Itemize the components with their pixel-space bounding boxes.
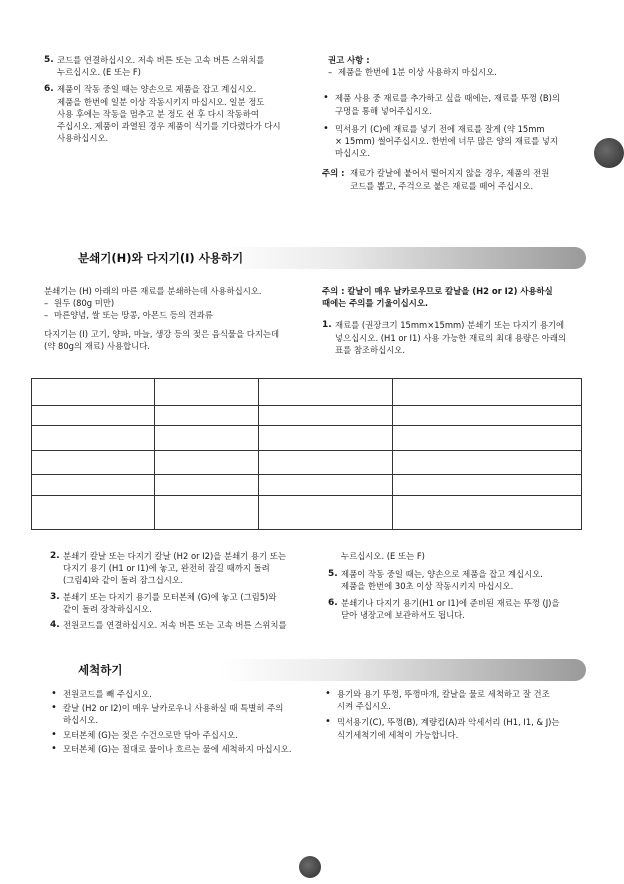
- table-row: [32, 379, 582, 406]
- table-cell: [259, 451, 393, 475]
- step-line: 같이 돌려 장착하십시오.: [63, 603, 152, 614]
- tip-bullet: [322, 123, 588, 160]
- step-line: 전원코드를 연결하십시오. 저속 버튼 또는 고속 버튼 스위치를: [63, 620, 287, 631]
- top-right-column: [322, 54, 588, 192]
- section-title-grinder: 분쇄기(H)와 다지기(I) 사용하기: [78, 251, 244, 265]
- table-cell: [259, 406, 393, 426]
- caution-label: 주의 :: [322, 168, 345, 179]
- blade-caution-line: 주의 : 칼날이 매우 날카로우므로 칼날을 (H2 or I2) 사용하실: [322, 286, 553, 296]
- table-cell: [393, 475, 582, 496]
- table-cell: [32, 426, 155, 451]
- section1-steps-left: [50, 550, 318, 631]
- caution-line: 코드를 뽑고, 주걱으로 붙은 재료를 떼어 주십시오.: [350, 180, 534, 191]
- step-line: 사용 후에는 작동을 멈추고 분 정도 쉰 후 다시 작동하여: [57, 108, 259, 119]
- table-cell: [393, 379, 582, 406]
- grinder-intro: 분쇄기는 (H) 아래의 마른 재료를 분쇄하는데 사용하십시오.: [44, 286, 262, 296]
- page-number-marker: [299, 856, 321, 878]
- grinder-item: – 원두 (80g 미만): [44, 297, 316, 309]
- table-cell: [155, 475, 259, 496]
- table-cell: [259, 379, 393, 406]
- step-number: 3.: [50, 591, 60, 602]
- section-title-cleaning: 세척하기: [78, 663, 123, 677]
- step-number: 6.: [44, 84, 54, 95]
- step-5: [44, 54, 316, 78]
- table-cell: [393, 496, 582, 530]
- step-line: 제품이 작동 중일 때는 양손으로 제품을 잡고 계십시오.: [57, 84, 257, 95]
- tip-line: • 믹서용기 (C)에 재료를 넣기 전에 재료를 잘게 (약 15mm: [335, 123, 545, 134]
- cleaning-bullet: [50, 702, 318, 726]
- recommend-title: 권고 사항 :: [328, 55, 370, 65]
- table-row: [32, 475, 582, 496]
- step-line: 제품을 한번에 일분 이상 작동시키지 마십시오. 일분 정도: [57, 96, 265, 107]
- step-5: [328, 568, 590, 592]
- cleaning-bullet: [50, 729, 318, 741]
- caution-note: [322, 167, 588, 191]
- blade-caution-line: 때에는 주의를 기울이십시오.: [322, 298, 429, 309]
- cleaning-line: • 믹서용기(C), 뚜껑(B), 계량컵(A)과 악세서리 (H1, I1, & J)는: [337, 717, 560, 728]
- chopper-para-line: (약 80g의 재료) 사용합니다.: [44, 340, 150, 351]
- step-line: 분쇄기나 다지기 용기(H1 or I1)에 준비된 재료는 뚜껑 (J)을: [341, 597, 560, 608]
- table-row: [32, 496, 582, 530]
- table-cell: [32, 406, 155, 426]
- step-line: 누르십시오. (E 또는 F): [57, 67, 141, 78]
- section-header-bar: [48, 659, 586, 681]
- step-6: [328, 597, 590, 621]
- cleaning-bullet: [50, 688, 318, 700]
- cleaning-line: 하십시오.: [63, 715, 99, 726]
- step-line: 분쇄기 또는 다지기 용기를 모터본체 (G)에 놓고 (그림5)와: [63, 591, 277, 602]
- cleaning-line: • 모터본체 (G)는 절대로 물이나 흐르는 물에 세척하지 마십시오.: [63, 743, 292, 754]
- tip-line: 구멍을 통해 넣어주십시오.: [335, 105, 432, 116]
- caution-line: 재료가 칼날에 붙어서 떨어지지 않을 경우, 제품의 전원: [350, 168, 550, 179]
- tip-bullet: [322, 92, 588, 116]
- table-cell: [393, 426, 582, 451]
- table-cell: [155, 426, 259, 451]
- cleaning-line: • 용기와 용기 뚜껑, 뚜껑마개, 칼날을 물로 세척하고 잘 건조: [337, 689, 550, 699]
- capacity-table: [31, 378, 582, 530]
- chopper-para-line: 다지기는 (I) 고기, 양파, 마늘, 생강 등의 젖은 음식물을 다지는데: [44, 328, 280, 339]
- section-tab-marker: [594, 138, 624, 168]
- section1-steps-right: [328, 550, 590, 621]
- grinder-item: – 마른양념, 쌀 또는 땅콩, 아몬드 등의 견과류: [44, 309, 316, 321]
- step-3: [50, 591, 318, 615]
- tip-line: × 15mm) 썰어주십시오. 한번에 너무 많은 양의 재료를 넣지: [335, 136, 559, 147]
- step-number: 6.: [328, 597, 338, 608]
- recommend-item: – 제품을 한번에 1분 이상 사용하지 마십시오.: [328, 66, 588, 78]
- step-line: 다지기 용기 (H1 or I1)에 놓고, 완전히 잠길 때까지 돌려: [63, 563, 270, 574]
- section1-right-column: [322, 285, 588, 356]
- step-number: 2.: [50, 551, 60, 561]
- section1-left-column: [44, 285, 316, 352]
- step-1: [322, 319, 588, 356]
- table-cell: [155, 496, 259, 530]
- cleaning-bullet: [324, 716, 588, 740]
- step-line: 재료를 (권장크기 15mm×15mm) 분쇄기 또는 다지기 용기에: [335, 320, 565, 331]
- top-left-column: [44, 54, 316, 144]
- step-6: [44, 83, 316, 144]
- cleaning-bullet: [50, 743, 318, 755]
- section2-left-column: [50, 688, 318, 755]
- step-line: 코드를 연결하십시오. 저속 버튼 또는 고속 버튼 스위치를: [57, 55, 265, 65]
- table-cell: [393, 406, 582, 426]
- cleaning-bullet: [324, 688, 588, 712]
- step-line: (그림4)와 같이 돌려 잠그십시오.: [63, 575, 183, 586]
- tip-line: 마십시오.: [335, 148, 371, 159]
- step-number: 5.: [328, 569, 338, 580]
- step-line: 사용하십시오.: [57, 133, 109, 144]
- cleaning-line: 식기세척기에 세척이 가능합니다.: [337, 729, 459, 740]
- table-cell: [32, 451, 155, 475]
- step-line: 넣으십시오. (H1 or I1) 사용 가능한 재료의 최대 용량은 아래의: [335, 332, 567, 343]
- tip-line: • 제품 사용 중 재료를 추가하고 싶을 때에는, 재료를 뚜껑 (B)의: [335, 93, 560, 104]
- table-row: [32, 426, 582, 451]
- step-number: 1.: [322, 320, 332, 331]
- cleaning-line: • 전원코드를 빼 주십시오.: [63, 689, 152, 699]
- table-row: [32, 451, 582, 475]
- step-line: 주십시오. 제품이 과열된 경우 제품이 식기를 기다렸다가 다시: [57, 121, 281, 132]
- table-cell: [259, 496, 393, 530]
- table-cell: [393, 451, 582, 475]
- table-cell: [259, 426, 393, 451]
- table-cell: [155, 406, 259, 426]
- section2-right-column: [324, 688, 588, 741]
- cleaning-line: • 칼날 (H2 or I2)이 매우 날카로우니 사용하실 때 특별히 주의: [63, 703, 284, 714]
- step-line: 제품을 한번에 30초 이상 작동시키지 마십시오.: [341, 581, 514, 592]
- step-line: 표를 참조하십시오.: [335, 344, 406, 355]
- table-cell: [32, 379, 155, 406]
- step-line: 제품이 작동 중일 때는, 양손으로 제품을 잡고 계십시오.: [341, 569, 543, 580]
- table-row: [32, 406, 582, 426]
- table-cell: [32, 475, 155, 496]
- table-cell: [259, 475, 393, 496]
- table-cell: [155, 451, 259, 475]
- step-4-continuation: 누르십시오. (E 또는 F): [341, 551, 425, 561]
- cleaning-line: 시켜 주십시오.: [337, 701, 391, 712]
- step-line: 닫아 냉장고에 보관하셔도 됩니다.: [341, 609, 465, 620]
- table-cell: [155, 379, 259, 406]
- step-4: [50, 619, 318, 631]
- step-line: 분쇄기 칼날 또는 다지기 칼날 (H2 or I2)을 분쇄기 용기 또는: [63, 551, 286, 561]
- step-number: 5.: [44, 55, 54, 65]
- step-2: [50, 550, 318, 587]
- step-number: 4.: [50, 620, 60, 631]
- table-cell: [32, 496, 155, 530]
- cleaning-line: • 모터본체 (G)는 젖은 수건으로만 닦아 주십시오.: [63, 729, 238, 740]
